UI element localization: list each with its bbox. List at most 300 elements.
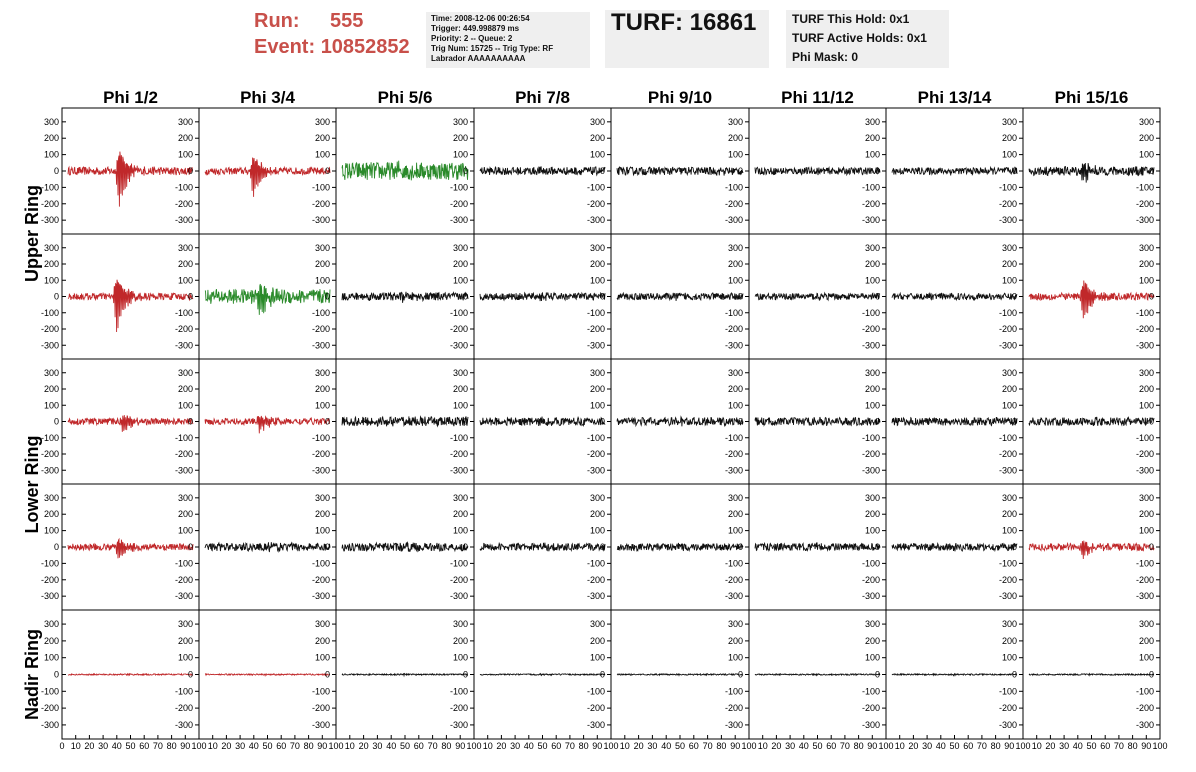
y-tick-label: 100 xyxy=(43,400,59,411)
y-tick-label: 200 xyxy=(314,384,330,394)
y-tick-label: -200 xyxy=(1135,198,1154,209)
y-tick-label: 200 xyxy=(314,259,330,269)
x-tick-label: 70 xyxy=(564,741,575,751)
y-tick-label: 300 xyxy=(1001,367,1017,378)
y-tick-label: -200 xyxy=(1135,574,1154,585)
y-tick-label: 200 xyxy=(43,635,59,646)
x-tick-label: 90 xyxy=(317,741,328,751)
y-tick-label: -200 xyxy=(449,198,468,209)
y-tick-label: 200 xyxy=(1138,259,1154,269)
y-tick-label: 200 xyxy=(452,635,468,646)
y-tick-label: 300 xyxy=(452,619,468,630)
y-tick-label: -200 xyxy=(861,449,880,459)
waveform-line xyxy=(1029,674,1154,676)
y-tick-label: -300 xyxy=(311,719,330,730)
y-tick-label: -100 xyxy=(724,182,743,193)
y-tick-label: 100 xyxy=(452,400,468,411)
y-tick-label: 100 xyxy=(727,652,743,663)
y-tick-label: -200 xyxy=(586,324,605,334)
y-tick-label: 300 xyxy=(43,619,59,630)
y-tick-label: -100 xyxy=(449,432,468,443)
waveform-line xyxy=(480,417,605,426)
y-tick-label: 0 xyxy=(1148,416,1154,427)
y-tick-label: 200 xyxy=(314,509,330,520)
y-tick-label: -200 xyxy=(174,449,193,459)
y-tick-label: 300 xyxy=(177,116,193,127)
y-tick-label: -200 xyxy=(311,574,330,585)
y-tick-label: 100 xyxy=(1001,400,1017,411)
waveform-line xyxy=(342,543,468,552)
y-tick-label: -200 xyxy=(724,198,743,209)
y-tick-label: 0 xyxy=(1011,669,1017,680)
x-tick-label: 100 xyxy=(1015,741,1031,751)
y-tick-label: -300 xyxy=(40,465,59,476)
y-tick-label: 300 xyxy=(1001,116,1017,127)
x-tick-label: 80 xyxy=(578,741,589,751)
y-tick-label: -100 xyxy=(861,432,880,443)
y-tick-label: 100 xyxy=(727,400,743,411)
y-tick-label: 100 xyxy=(314,149,330,160)
y-tick-label: 200 xyxy=(452,509,468,520)
y-tick-label: -100 xyxy=(586,432,605,443)
x-tick-label: 50 xyxy=(674,741,686,751)
y-tick-label: -200 xyxy=(174,324,193,334)
column-header: Phi 1/2 xyxy=(103,88,158,107)
run-label: Run: xyxy=(254,10,300,32)
y-tick-label: -200 xyxy=(724,703,743,714)
y-tick-label: -300 xyxy=(311,215,330,226)
y-tick-label: -300 xyxy=(998,215,1017,226)
y-tick-label: 100 xyxy=(177,400,193,411)
y-tick-label: 200 xyxy=(452,259,468,269)
y-tick-label: 100 xyxy=(43,275,59,286)
y-tick-label: 100 xyxy=(1001,149,1017,160)
y-tick-label: 300 xyxy=(589,367,605,378)
y-tick-label: 0 xyxy=(462,291,468,302)
waveform-line xyxy=(1029,541,1154,559)
y-tick-label: -300 xyxy=(449,215,468,226)
y-tick-label: -300 xyxy=(861,591,880,602)
y-tick-label: 100 xyxy=(1138,400,1154,411)
waveform-line xyxy=(1029,163,1154,183)
y-tick-label: -100 xyxy=(586,182,605,193)
y-tick-label: 0 xyxy=(1011,416,1017,427)
y-tick-label: 0 xyxy=(1148,291,1154,302)
turf-active-holds: TURF Active Holds: 0x1 xyxy=(792,31,927,45)
y-tick-label: 300 xyxy=(177,492,193,503)
y-tick-label: -100 xyxy=(174,686,193,697)
x-tick-label: 30 xyxy=(510,741,521,751)
waveform-line xyxy=(205,542,330,552)
y-tick-label: 200 xyxy=(43,509,59,520)
y-tick-label: 100 xyxy=(1138,149,1154,160)
waveform-line xyxy=(480,293,605,302)
y-tick-label: -200 xyxy=(586,574,605,585)
y-tick-label: 300 xyxy=(314,619,330,630)
waveform-line xyxy=(617,674,743,676)
y-tick-label: -200 xyxy=(861,324,880,334)
y-tick-label: -300 xyxy=(449,465,468,476)
y-tick-label: 0 xyxy=(737,542,743,552)
y-tick-label: 300 xyxy=(43,116,59,127)
y-tick-label: 100 xyxy=(1138,275,1154,286)
y-tick-label: -100 xyxy=(586,558,605,569)
y-tick-label: -100 xyxy=(40,182,59,193)
y-tick-label: 100 xyxy=(314,400,330,411)
x-tick-label: 50 xyxy=(262,741,273,751)
y-tick-label: 100 xyxy=(452,149,468,160)
x-tick-label: 60 xyxy=(688,741,699,751)
column-header: Phi 13/14 xyxy=(917,88,992,107)
y-tick-label: 0 xyxy=(53,416,59,427)
waveform-line xyxy=(617,293,743,301)
y-tick-label: -300 xyxy=(998,719,1017,730)
y-tick-label: 100 xyxy=(1138,525,1154,536)
y-tick-label: -100 xyxy=(1135,307,1154,318)
x-tick-label: 50 xyxy=(949,741,960,751)
y-tick-label: 300 xyxy=(452,116,468,127)
y-tick-label: -200 xyxy=(174,574,193,585)
waveform-line xyxy=(480,166,605,175)
y-tick-label: -100 xyxy=(861,686,880,697)
y-tick-label: 300 xyxy=(727,116,743,127)
y-tick-label: -100 xyxy=(724,432,743,443)
y-tick-label: -200 xyxy=(449,324,468,334)
waveform-line xyxy=(68,674,193,676)
y-tick-label: 0 xyxy=(53,542,59,552)
y-tick-label: 0 xyxy=(737,291,743,302)
x-tick-label: 20 xyxy=(908,741,919,751)
y-tick-label: -300 xyxy=(311,465,330,476)
waveform-line xyxy=(617,167,743,176)
waveform-line xyxy=(68,415,193,432)
y-tick-label: -100 xyxy=(40,686,59,697)
y-tick-label: -300 xyxy=(174,465,193,476)
y-tick-label: 200 xyxy=(589,384,605,394)
y-tick-label: 200 xyxy=(314,635,330,646)
x-tick-label: 30 xyxy=(372,741,383,751)
waveform-line xyxy=(892,674,1017,676)
y-tick-label: -300 xyxy=(586,591,605,602)
y-tick-label: -100 xyxy=(40,432,59,443)
y-tick-label: 200 xyxy=(589,635,605,646)
x-tick-label: 100 xyxy=(603,741,619,751)
waveform-line xyxy=(755,542,880,550)
run-number: 555 xyxy=(330,10,364,32)
y-tick-label: 100 xyxy=(43,149,59,160)
y-tick-label: 100 xyxy=(727,149,743,160)
y-tick-label: 0 xyxy=(599,669,605,680)
x-tick-label: 80 xyxy=(990,741,1001,751)
waveform-line xyxy=(342,416,468,426)
x-tick-label: 20 xyxy=(633,741,644,751)
y-tick-label: 200 xyxy=(727,509,743,520)
y-tick-label: 200 xyxy=(452,384,468,394)
y-tick-label: 100 xyxy=(1001,652,1017,663)
y-tick-label: 200 xyxy=(864,635,880,646)
y-tick-label: 300 xyxy=(452,242,468,253)
y-tick-label: 0 xyxy=(599,416,605,427)
ring-label: Upper Ring xyxy=(22,185,42,282)
x-tick-label: 40 xyxy=(661,741,672,751)
y-tick-label: 200 xyxy=(727,259,743,269)
x-tick-label: 10 xyxy=(757,741,768,751)
y-tick-label: -200 xyxy=(40,574,59,585)
y-tick-label: -200 xyxy=(586,198,605,209)
y-tick-label: 0 xyxy=(324,416,330,427)
y-tick-label: -200 xyxy=(311,449,330,459)
event-number: 10852852 xyxy=(320,36,410,58)
x-tick-label: 70 xyxy=(427,741,438,751)
y-tick-label: 0 xyxy=(874,416,880,427)
y-tick-label: 200 xyxy=(589,133,605,144)
x-tick-label: 70 xyxy=(702,741,713,751)
x-tick-label: 60 xyxy=(413,741,424,751)
y-tick-label: 0 xyxy=(187,416,193,427)
x-tick-label: 90 xyxy=(867,741,878,751)
y-tick-label: -100 xyxy=(1135,182,1154,193)
y-tick-label: -300 xyxy=(998,591,1017,602)
waveform-line xyxy=(480,674,605,676)
y-tick-label: -200 xyxy=(40,449,59,459)
y-tick-label: -300 xyxy=(174,340,193,351)
y-tick-label: 200 xyxy=(1138,509,1154,520)
y-tick-label: 100 xyxy=(589,275,605,286)
y-tick-label: 300 xyxy=(452,367,468,378)
y-tick-label: -100 xyxy=(998,686,1017,697)
y-tick-label: 200 xyxy=(864,509,880,520)
y-tick-label: 100 xyxy=(864,149,880,160)
x-tick-label: 90 xyxy=(730,741,741,751)
y-tick-label: 200 xyxy=(727,384,743,394)
x-tick-label: 50 xyxy=(812,741,823,751)
y-tick-label: -100 xyxy=(311,182,330,193)
y-tick-label: -200 xyxy=(861,198,880,209)
y-tick-label: -200 xyxy=(724,449,743,459)
y-tick-label: -200 xyxy=(311,703,330,714)
x-tick-label: 60 xyxy=(1100,741,1111,751)
y-tick-label: -300 xyxy=(174,591,193,602)
y-tick-label: -100 xyxy=(998,182,1017,193)
y-tick-label: -200 xyxy=(174,198,193,209)
y-tick-label: -100 xyxy=(861,558,880,569)
y-tick-label: -300 xyxy=(586,340,605,351)
y-tick-label: 0 xyxy=(599,291,605,302)
y-tick-label: 200 xyxy=(177,384,193,394)
waveform-line xyxy=(892,293,1017,300)
y-tick-label: -300 xyxy=(724,215,743,226)
y-tick-label: 100 xyxy=(864,652,880,663)
y-tick-label: -100 xyxy=(1135,432,1154,443)
y-tick-label: -200 xyxy=(174,703,193,714)
y-tick-label: 0 xyxy=(1011,542,1017,552)
waveform-line xyxy=(755,417,880,426)
y-tick-label: 300 xyxy=(314,492,330,503)
waveform-grid-svg xyxy=(0,80,1196,772)
x-tick-label: 70 xyxy=(976,741,987,751)
x-tick-label: 40 xyxy=(1072,741,1083,751)
y-tick-label: -100 xyxy=(449,182,468,193)
column-header: Phi 3/4 xyxy=(240,88,295,107)
y-tick-label: 100 xyxy=(864,525,880,536)
column-header: Phi 11/12 xyxy=(781,88,854,107)
x-tick-label: 90 xyxy=(455,741,466,751)
y-tick-label: -200 xyxy=(449,703,468,714)
y-tick-label: 300 xyxy=(43,367,59,378)
y-tick-label: 0 xyxy=(1148,166,1154,176)
y-tick-label: 300 xyxy=(43,492,59,503)
x-tick-label: 80 xyxy=(441,741,452,751)
y-tick-label: 100 xyxy=(452,525,468,536)
y-tick-label: 100 xyxy=(452,275,468,286)
y-tick-label: -300 xyxy=(40,591,59,602)
y-tick-label: 100 xyxy=(864,275,880,286)
x-tick-label: 60 xyxy=(551,741,562,751)
waveform-line xyxy=(1029,417,1154,426)
x-tick-label: 70 xyxy=(289,741,300,751)
column-header: Phi 7/8 xyxy=(515,88,570,107)
y-tick-label: 300 xyxy=(314,116,330,127)
x-tick-label: 80 xyxy=(716,741,727,751)
y-tick-label: 200 xyxy=(589,509,605,520)
y-tick-label: -300 xyxy=(861,340,880,351)
y-tick-label: -300 xyxy=(449,340,468,351)
y-tick-label: -200 xyxy=(311,198,330,209)
event-header xyxy=(0,0,1196,80)
y-tick-label: 0 xyxy=(462,416,468,427)
x-tick-label: 90 xyxy=(180,741,191,751)
y-tick-label: -100 xyxy=(449,686,468,697)
y-tick-label: -300 xyxy=(586,465,605,476)
y-tick-label: 300 xyxy=(589,116,605,127)
y-tick-label: -300 xyxy=(174,215,193,226)
waveform-line xyxy=(342,674,468,676)
y-tick-label: -100 xyxy=(40,307,59,318)
y-tick-label: 300 xyxy=(727,367,743,378)
y-tick-label: 0 xyxy=(324,669,330,680)
waveform-line xyxy=(342,292,468,303)
y-tick-label: -300 xyxy=(1135,465,1154,476)
y-tick-label: 200 xyxy=(1138,384,1154,394)
y-tick-label: -300 xyxy=(1135,719,1154,730)
y-tick-label: 100 xyxy=(589,149,605,160)
y-tick-label: -100 xyxy=(449,307,468,318)
x-tick-label: 10 xyxy=(482,741,493,751)
y-tick-label: 300 xyxy=(314,242,330,253)
y-tick-label: 300 xyxy=(589,492,605,503)
y-tick-label: 300 xyxy=(452,492,468,503)
x-tick-label: 90 xyxy=(1004,741,1015,751)
turf-this-hold: TURF This Hold: 0x1 xyxy=(792,12,910,26)
y-tick-label: 300 xyxy=(864,619,880,630)
y-tick-label: -200 xyxy=(1135,703,1154,714)
y-tick-label: -200 xyxy=(861,703,880,714)
y-tick-label: 0 xyxy=(187,166,193,176)
y-tick-label: 0 xyxy=(874,291,880,302)
x-tick-label: 40 xyxy=(523,741,534,751)
y-tick-label: -100 xyxy=(174,432,193,443)
y-tick-label: -100 xyxy=(174,558,193,569)
y-tick-label: 300 xyxy=(864,242,880,253)
y-tick-label: -300 xyxy=(311,591,330,602)
y-tick-label: 200 xyxy=(43,384,59,394)
y-tick-label: -300 xyxy=(998,465,1017,476)
y-tick-label: -200 xyxy=(998,703,1017,714)
y-tick-label: -300 xyxy=(449,591,468,602)
y-tick-label: 100 xyxy=(1138,652,1154,663)
x-tick-label: 60 xyxy=(826,741,837,751)
y-tick-label: -200 xyxy=(311,324,330,334)
y-tick-label: -100 xyxy=(998,558,1017,569)
y-tick-label: 200 xyxy=(727,635,743,646)
y-tick-label: 0 xyxy=(599,542,605,552)
y-tick-label: -200 xyxy=(40,703,59,714)
waveform-line xyxy=(68,539,193,558)
x-tick-label: 40 xyxy=(248,741,259,751)
x-tick-label: 40 xyxy=(935,741,946,751)
y-tick-label: 300 xyxy=(177,619,193,630)
column-header: Phi 5/6 xyxy=(377,88,433,107)
y-tick-label: 200 xyxy=(43,133,59,144)
y-tick-label: -300 xyxy=(1135,340,1154,351)
y-tick-label: -300 xyxy=(40,215,59,226)
y-tick-label: 200 xyxy=(1138,635,1154,646)
y-tick-label: -300 xyxy=(724,591,743,602)
y-tick-label: -300 xyxy=(724,340,743,351)
waveform-line xyxy=(892,543,1017,551)
waveform-line xyxy=(480,543,605,552)
x-tick-label: 90 xyxy=(1141,741,1152,751)
turf-number: TURF: 16861 xyxy=(611,9,757,36)
info-labrador: Labrador AAAAAAAAAA xyxy=(431,54,526,63)
x-tick-label: 40 xyxy=(798,741,809,751)
y-tick-label: 300 xyxy=(1138,242,1154,253)
event-label: Event: xyxy=(254,36,316,58)
x-tick-label: 40 xyxy=(111,741,122,751)
y-tick-label: -300 xyxy=(998,340,1017,351)
y-tick-label: 300 xyxy=(727,242,743,253)
x-tick-label: 50 xyxy=(399,741,411,751)
y-tick-label: 300 xyxy=(1001,619,1017,630)
y-tick-label: 200 xyxy=(1138,133,1154,144)
y-tick-label: 200 xyxy=(1001,384,1017,394)
y-tick-label: 200 xyxy=(177,133,193,144)
y-tick-label: -100 xyxy=(174,182,193,193)
y-tick-label: -200 xyxy=(998,449,1017,459)
info-trig-num: Trig Num: 15725 -- Trig Type: RF xyxy=(431,44,554,53)
x-tick-label: 100 xyxy=(191,741,207,751)
y-tick-label: 100 xyxy=(177,275,193,286)
waveform-line xyxy=(755,167,880,175)
y-tick-label: -100 xyxy=(998,307,1017,318)
info-priority: Priority: 2 -- Queue: 2 xyxy=(431,34,513,43)
y-tick-label: 100 xyxy=(1001,525,1017,536)
x-tick-label: 100 xyxy=(466,741,482,751)
y-tick-label: -100 xyxy=(586,686,605,697)
column-header: Phi 9/10 xyxy=(647,88,713,107)
y-tick-label: 0 xyxy=(1148,542,1154,552)
y-tick-label: 100 xyxy=(452,652,468,663)
y-tick-label: 0 xyxy=(874,669,880,680)
y-tick-label: -200 xyxy=(449,574,468,585)
y-tick-label: 200 xyxy=(864,259,880,269)
y-tick-label: 200 xyxy=(452,133,468,144)
y-tick-label: -300 xyxy=(861,215,880,226)
waveform-line xyxy=(205,674,330,676)
y-tick-label: -300 xyxy=(586,719,605,730)
y-tick-label: 200 xyxy=(727,133,743,144)
y-tick-label: 100 xyxy=(314,652,330,663)
